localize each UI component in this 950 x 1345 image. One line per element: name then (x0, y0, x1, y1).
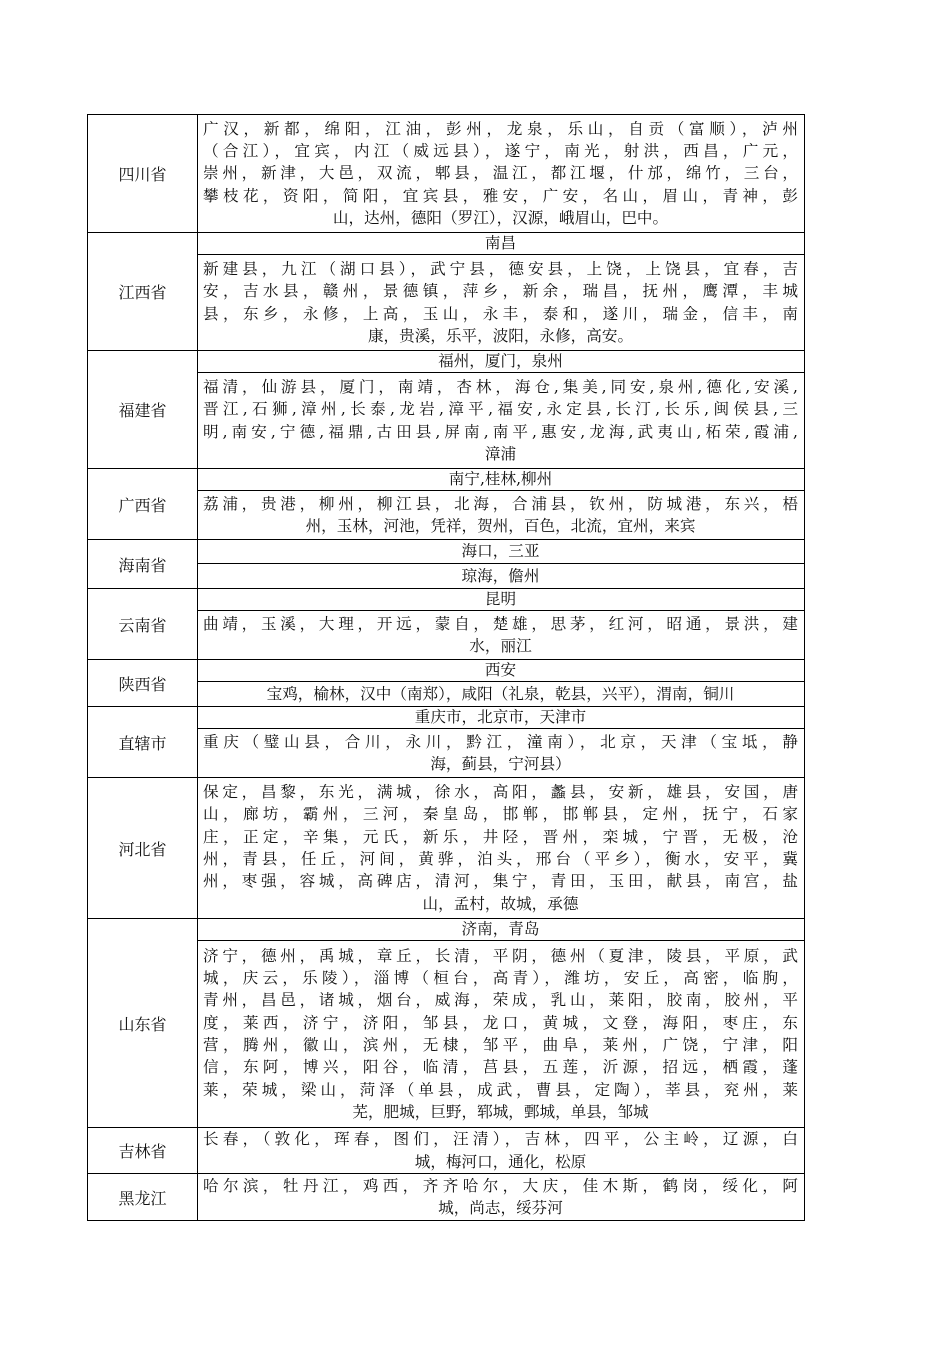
cities-cell (198, 1128, 804, 1173)
cities-line: 济南，青岛 (461, 920, 540, 939)
major-cities-cell (198, 589, 804, 611)
cities-line: 海，蓟县，宁河县） (430, 755, 571, 773)
province-row (87, 660, 805, 707)
cities-line: 重庆（璧山县，合川，永川，黔江，潼南），北京，天津（宝坻，静 (203, 732, 798, 751)
cities-cell (198, 255, 804, 350)
major-cities-cell (198, 564, 804, 588)
cities-line: 曲靖，玉溪，大理，开远，蒙自，楚雄，思茅，红河，昭通，景洪，建 (203, 614, 798, 633)
cities-line: 山，孟村，故城，承德 (422, 894, 579, 913)
province-name: 福建省 (88, 351, 198, 468)
cities-line: 宝鸡，榆林，汉中（南郑），咸阳（礼泉，乾县，兴平），渭南，铜川 (266, 684, 735, 703)
cities-line: 南昌 (484, 234, 517, 253)
province-row (87, 778, 805, 919)
cities-line: 长春，（敦化，珲春，图们，汪清），吉林，四平，公主岭，辽源，白 (203, 1130, 798, 1149)
cities-line: 济宁，德州，禹城，章丘，长清，平阴，德州（夏津，陵县，平原，武 (203, 946, 798, 965)
province-name: 江西省 (88, 233, 198, 350)
cities-line: 晋江,石狮,漳州,长泰,龙岩,漳平,福安,永定县,长汀,长乐,闽侯县,三 (203, 400, 798, 419)
cities-line: 县，东乡，永修，上高，玉山，永丰，泰和，遂川，瑞金，信丰，南 (203, 304, 798, 323)
city-list (198, 351, 804, 468)
province-row (87, 1128, 805, 1174)
major-cities-cell (198, 919, 804, 941)
city-list (198, 660, 804, 706)
cities-cell (198, 491, 804, 539)
major-cities-cell (198, 233, 804, 255)
cities-line: 漳浦 (484, 444, 517, 463)
city-list (198, 1174, 804, 1220)
cities-line: 芜，肥城，巨野，郓城，鄄城，单县，邹城 (352, 1102, 649, 1121)
city-list (198, 707, 804, 777)
province-name: 黑龙江 (88, 1174, 198, 1220)
major-cities-cell (198, 660, 804, 682)
cities-line: 城，庆云，乐陵），淄博（桓台，高青），潍坊，安丘，高密，临朐， (203, 969, 798, 988)
major-cities-cell (198, 351, 804, 373)
major-cities-cell (198, 682, 804, 706)
cities-line: 昆明 (484, 590, 517, 609)
cities-line: 青州，昌邑，诸城，烟台，威海，荣成，乳山，莱阳，胶南，胶州，平 (203, 991, 798, 1010)
city-table (87, 114, 805, 1221)
city-list (198, 469, 804, 539)
province-name: 山东省 (88, 919, 198, 1127)
cities-line: 康，贵溪，乐平，波阳，永修，高安。 (367, 326, 634, 345)
cities-cell (198, 373, 804, 468)
city-list (198, 919, 804, 1127)
cities-line: 山，廊坊，霸州，三河，秦皇岛，邯郸，邯郸县，定州，抚宁，石家 (203, 805, 798, 824)
province-row (87, 233, 805, 351)
city-list (198, 540, 804, 588)
cities-line: 度，莱西，济宁，济阳，邹县，龙口，黄城，文登，海阳，枣庄，东 (203, 1013, 798, 1032)
province-row (87, 919, 805, 1128)
city-list (198, 589, 804, 659)
cities-line: 莱，荣城，梁山，菏泽（单县，成武，曹县，定陶），莘县，兖州，莱 (203, 1080, 798, 1099)
province-name: 直辖市 (88, 707, 198, 777)
province-name: 四川省 (88, 115, 198, 232)
province-row (87, 540, 805, 589)
cities-line: 福州，厦门，泉州 (438, 352, 563, 371)
cities-line: 山，达州，德阳（罗江），汉源，峨眉山，巴中。 (332, 208, 669, 227)
major-cities-cell (198, 540, 804, 564)
cities-line: 营，腾州，徽山，滨州，无棣，邹平，曲阜，莱州，广饶，宁津，阳 (203, 1036, 798, 1054)
major-cities-cell (198, 707, 804, 729)
cities-line: 保定，昌黎，东光，满城，徐水，高阳，蠡县，安新，雄县，安国，唐 (203, 783, 798, 802)
cities-line: 新建县，九江（湖口县），武宁县，德安县，上饶，上饶县，宜春，吉 (203, 259, 798, 278)
cities-line: 安，吉水县，赣州，景德镇，萍乡，新余，瑞昌，抚州，鹰潭，丰城 (203, 282, 798, 301)
cities-line: 福清，仙游县，厦门，南靖，杏林，海仓,集美,同安,泉州,德化,安溪, (203, 377, 798, 396)
cities-line: 琼海，儋州 (461, 566, 540, 585)
cities-line: 哈尔滨，牡丹江，鸡西，齐齐哈尔，大庆，佳木斯，鹤岗，绥化，阿 (203, 1176, 798, 1195)
cities-line: 广汉，新都，绵阳，江油，彭州，龙泉，乐山，自贡（富顺），泸州 (203, 119, 798, 138)
province-row (87, 469, 805, 540)
cities-line: 州，青县，任丘，河间，黄骅，泊头，邢台（平乡），衡水，安平，冀 (203, 850, 798, 868)
cities-line: 水，丽江 (469, 637, 532, 655)
province-name: 河北省 (88, 778, 198, 918)
cities-line: 城，尚志，绥芬河 (438, 1199, 563, 1217)
cities-cell (198, 729, 804, 777)
cities-line: 荔浦，贵港，柳州，柳江县，北海，合浦县，钦州，防城港，东兴，梧 (203, 494, 798, 513)
province-row (87, 1174, 805, 1221)
cities-line: 信，东阿，博兴，阳谷，临清，莒县，五莲，沂源，招远，栖霞，蓬 (203, 1058, 798, 1077)
cities-cell (198, 115, 804, 232)
cities-line: 重庆市，北京市，天津市 (414, 708, 587, 727)
cities-line: 州，玉林，河池，凭祥，贺州，百色，北流，宜州，来宾 (305, 517, 696, 535)
cities-cell (198, 611, 804, 659)
major-cities-cell (198, 469, 804, 491)
province-name: 海南省 (88, 540, 198, 588)
province-name: 陕西省 (88, 660, 198, 706)
cities-cell (198, 778, 804, 918)
cities-cell (198, 1174, 804, 1220)
province-name: 广西省 (88, 469, 198, 539)
cities-line: 州，枣强，容城，高碑店，清河，集宁，青田，玉田，献县，南宫，盐 (203, 872, 798, 891)
province-name: 云南省 (88, 589, 198, 659)
cities-line: 西安 (484, 661, 517, 680)
cities-line: 海口，三亚 (461, 542, 540, 561)
city-list (198, 233, 804, 350)
city-list (198, 778, 804, 918)
city-list (198, 1128, 804, 1173)
cities-cell (198, 941, 804, 1127)
province-row (87, 589, 805, 660)
province-row (87, 707, 805, 778)
cities-line: 城，梅河口，通化，松原 (414, 1152, 587, 1171)
cities-line: 崇州，新津，大邑，双流，郫县，温江，都江堰，什邡，绵竹，三台， (203, 164, 798, 183)
cities-line: （合江），宜宾，内江（威远县），遂宁，南光，射洪，西昌，广元， (203, 142, 798, 161)
province-row (87, 351, 805, 469)
province-name: 吉林省 (88, 1128, 198, 1173)
province-row (87, 114, 805, 233)
cities-line: 庄，正定，辛集，元氏，新乐，井陉，晋州，栾城，宁晋，无极，沧 (203, 827, 798, 846)
city-list (198, 115, 804, 232)
cities-line: 南宁,桂林,柳州 (448, 470, 553, 489)
cities-line: 明,南安,宁德,福鼎,古田县,屏南,南平,惠安,龙海,武夷山,柘荣,霞浦, (203, 422, 798, 441)
cities-line: 攀枝花，资阳，简阳，宜宾县，雅安，广安，名山，眉山，青神，彭 (203, 186, 798, 205)
